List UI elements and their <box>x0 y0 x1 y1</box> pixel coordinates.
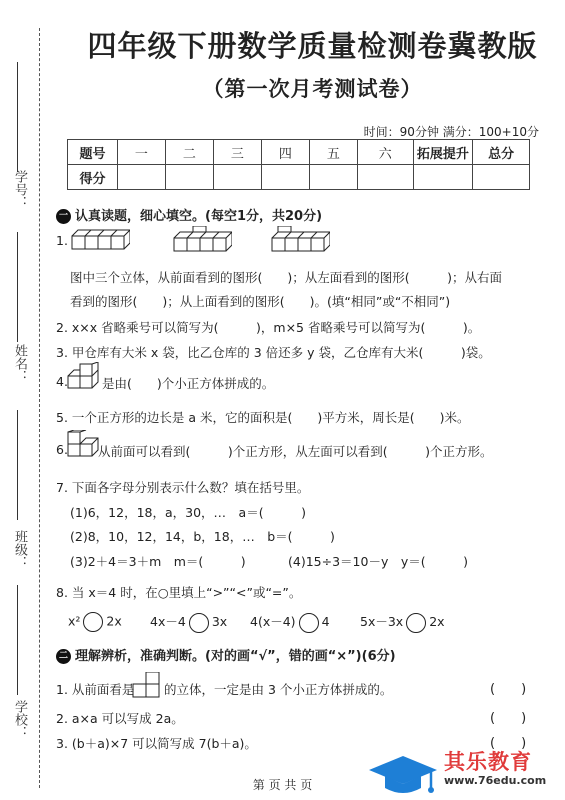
q7-4: (4)15÷3＝10－y y＝( ) <box>288 554 468 569</box>
expr-left: 4(x－4) <box>250 614 296 629</box>
school-label: 学校： <box>12 700 27 739</box>
cube-figure-2 <box>172 226 232 254</box>
score-cell[interactable] <box>357 165 413 190</box>
q8-item-2 <box>150 612 227 633</box>
cube-figure-3 <box>270 226 330 254</box>
section-badge: 二 <box>56 649 71 664</box>
q1-line-1: 图中三个立体，从前面看到的图形( )；从左面看到的图形( )；从右面 <box>70 270 503 285</box>
judge-blank-3[interactable]: ( ) <box>490 736 527 751</box>
judge-blank-2[interactable]: ( ) <box>490 711 527 726</box>
q7-1: (1)6，12，18，a，30，… a＝( ) <box>70 505 306 520</box>
q8-item-3 <box>250 612 330 633</box>
student-no-label: 学号： <box>12 170 27 209</box>
q8-item-4 <box>360 612 445 633</box>
q6-number: 6. <box>56 442 68 457</box>
class-underline <box>17 410 18 520</box>
table-cell: 拓展提升 <box>413 140 473 165</box>
section-title-text: 理解辨析，准确判断。(对的画“√”，错的画“×”)(6分) <box>75 649 396 664</box>
table-cell: 三 <box>213 140 261 165</box>
time-info: 时间：90分钟 满分：100+10分 <box>363 125 539 139</box>
q2: 2. x×x 省略乘号可以简写为( )，m×5 省略乘号可以简写为( )。 <box>56 320 481 335</box>
table-cell: 二 <box>165 140 213 165</box>
binding-margin <box>0 0 44 800</box>
cut-line <box>39 28 40 788</box>
score-table <box>67 139 530 190</box>
expr-right: 2x <box>429 614 445 629</box>
score-cell[interactable] <box>117 165 165 190</box>
expr-left: 4x－4 <box>150 614 186 629</box>
q4-text: 是由( )个小正方体拼成的。 <box>102 376 275 391</box>
q7: 7. 下面各字母分别表示什么数？填在括号里。 <box>56 480 310 495</box>
cube-figure-1 <box>70 226 130 254</box>
q8: 8. 当 x＝4 时，在○里填上“>”“<”或“=”。 <box>56 585 302 600</box>
answer-circle[interactable] <box>83 612 103 632</box>
s2-q1-b: 的立体，一定是由 3 个小正方体拼成的。 <box>164 682 393 697</box>
table-cell: 题号 <box>68 140 118 165</box>
expr-left: x² <box>68 613 81 629</box>
student-no-underline <box>17 62 18 172</box>
table-cell: 得分 <box>68 165 118 190</box>
score-cell[interactable] <box>473 165 530 190</box>
section-title-text: 认真读题，细心填空。(每空1分，共20分) <box>75 209 323 224</box>
page-footer: 第 页 共 页 <box>252 778 313 792</box>
table-cell: 一 <box>117 140 165 165</box>
table-cell: 五 <box>309 140 357 165</box>
school-underline <box>17 585 18 695</box>
s2-q2: 2. a×a 可以写成 2a。 <box>56 711 184 726</box>
section-badge: 一 <box>56 209 71 224</box>
table-cell: 总分 <box>473 140 530 165</box>
q8-item-1 <box>68 612 122 632</box>
answer-circle[interactable] <box>189 613 209 633</box>
section-1-title <box>56 205 322 224</box>
class-label: 班级： <box>12 530 27 569</box>
q6-text: 从前面可以看到( )个正方形，从左面可以看到( )个正方形。 <box>98 444 493 459</box>
score-cell[interactable] <box>309 165 357 190</box>
logo-url: www.76edu.com <box>444 774 547 787</box>
expr-right: 2x <box>106 613 122 629</box>
name-underline <box>17 232 18 342</box>
cube-figure-6 <box>66 430 100 462</box>
score-cell[interactable] <box>413 165 473 190</box>
page-title: 四年级下册数学质量检测卷冀教版 <box>87 29 538 63</box>
score-cell[interactable] <box>165 165 213 190</box>
cube-figure-4 <box>66 362 102 394</box>
judge-blank-1[interactable]: ( ) <box>490 682 527 697</box>
q7-3: (3)2＋4＝3＋m m＝( ) <box>70 554 246 569</box>
page-subtitle: （第一次月考测试卷） <box>202 77 423 101</box>
score-cell[interactable] <box>213 165 261 190</box>
score-table-header-row <box>68 140 530 165</box>
q3: 3. 甲仓库有大米 x 袋，比乙仓库的 3 倍还多 y 袋，乙仓库有大米( )袋。 <box>56 345 491 360</box>
score-cell[interactable] <box>261 165 309 190</box>
s2-q1-a: 1. 从前面看是 <box>56 682 135 697</box>
answer-circle[interactable] <box>406 613 426 633</box>
front-view-figure <box>132 672 162 698</box>
q1-line-2: 看到的图形( )；从上面看到的图形( )。(填“相同”或“不相同”) <box>70 294 451 309</box>
q4-number: 4. <box>56 374 68 389</box>
expr-left: 5x－3x <box>360 614 404 629</box>
q5: 5. 一个正方形的边长是 a 米，它的面积是( )平方米，周长是( )米。 <box>56 410 470 425</box>
table-cell: 四 <box>261 140 309 165</box>
q1-number: 1. <box>56 233 68 248</box>
answer-circle[interactable] <box>299 613 319 633</box>
score-table-score-row <box>68 165 530 190</box>
table-cell: 六 <box>357 140 413 165</box>
logo-brand: 其乐教育 <box>444 750 532 774</box>
section-2-title <box>56 645 396 664</box>
expr-right: 4 <box>321 614 330 629</box>
q7-2: (2)8，10，12，14，b，18，… b＝( ) <box>70 529 335 544</box>
s2-q3: 3. (b＋a)×7 可以简写成 7(b＋a)。 <box>56 736 257 751</box>
expr-right: 3x <box>211 614 228 629</box>
name-label: 姓名： <box>12 344 27 383</box>
